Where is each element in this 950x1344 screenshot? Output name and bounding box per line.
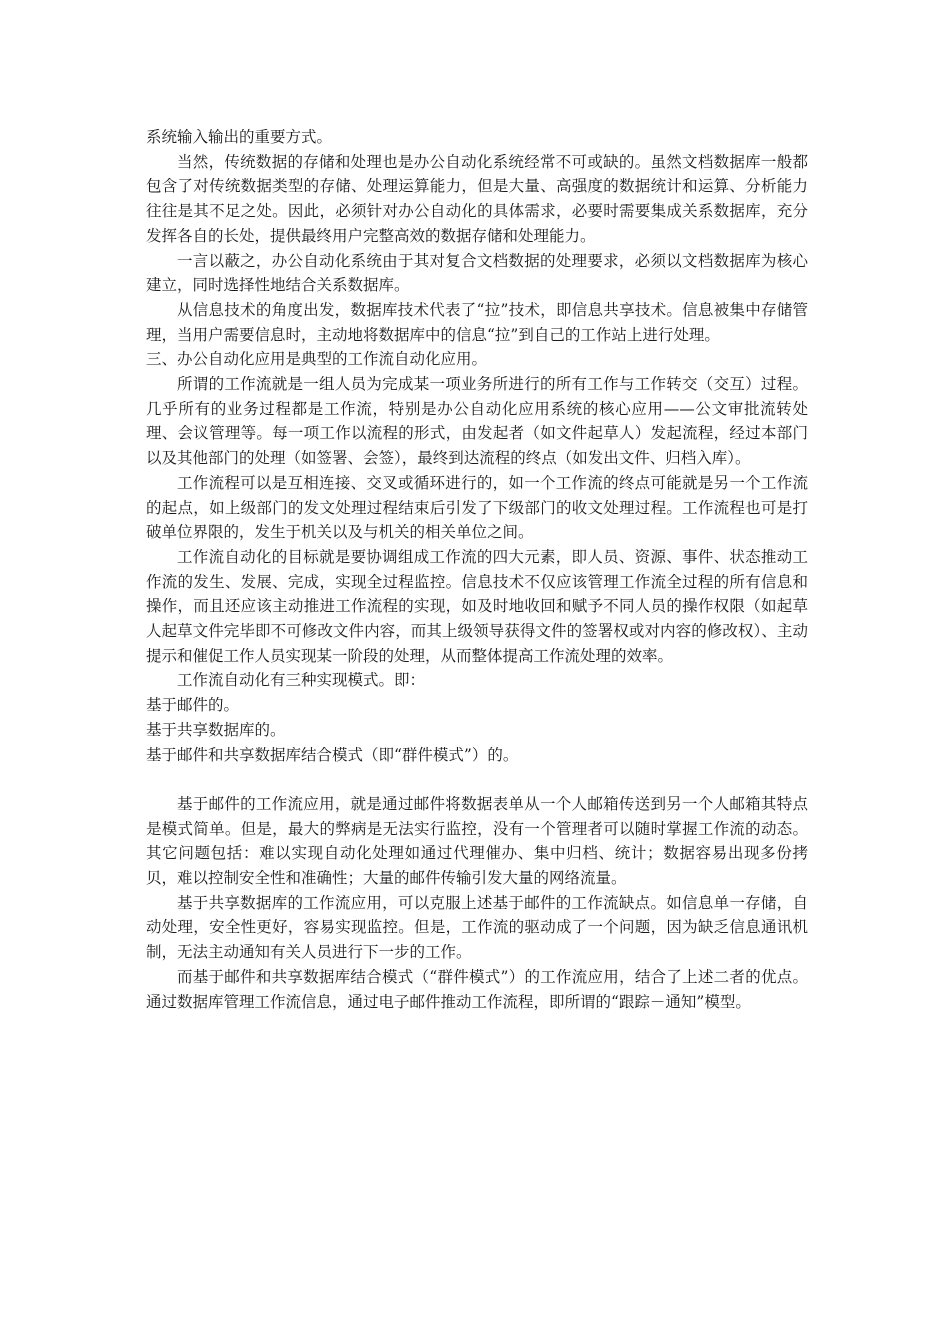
list-item-3: 基于邮件和共享数据库结合模式（即“群件模式”）的。 [146,745,519,764]
list-item-2: 基于共享数据库的。 [146,720,286,739]
document-body [146,125,808,1014]
paragraph-10: 基于共享数据库的工作流应用，可以克服上述基于邮件的工作流缺点。如信息单一存储，自动处理，安全性更好，容易实现监控。但是，工作流的驱动成了一个问题，因为缺乏信息通讯机制，无法主动通知有关人员进行下一步的工作。 [146,893,808,962]
paragraph-3: 一言以蔽之，办公自动化系统由于其对复合文档数据的处理要求，必须以文档数据库为核心建立，同时选择性地结合关系数据库。 [146,251,808,295]
section-heading-3: 三、办公自动化应用是典型的工作流自动化应用。 [146,350,488,369]
paragraph-6: 工作流程可以是互相连接、交叉或循环进行的，如一个工作流的终点可能就是另一个工作流的起点，如上级部门的发文处理过程结束后引发了下级部门的收文处理过程。工作流程也可是打破单位界限的，发生于机关以及与机关的相关单位之间。 [146,473,808,542]
paragraph-11: 而基于邮件和共享数据库结合模式（“群件模式”）的工作流应用，结合了上述二者的优点。通过数据库管理工作流信息，通过电子邮件推动工作流程，即所谓的“跟踪－通知”模型。 [146,967,808,1011]
list-item-1: 基于邮件的。 [146,696,240,715]
paragraph-9: 基于邮件的工作流应用，就是通过邮件将数据表单从一个人邮箱传送到另一个人邮箱其特点是模式简单。但是，最大的弊病是无法实行监控，没有一个管理者可以随时掌握工作流的动态。其它问题包括：难以实现自动化处理如通过代理催办、集中归档、统计；数据容易出现多份拷贝，难以控制安全性和准确性；大量的邮件传输引发大量的网络流量。 [146,794,808,888]
paragraph-4: 从信息技术的角度出发，数据库技术代表了“拉”技术，即信息共享技术。信息被集中存储管理，当用户需要信息时，主动地将数据库中的信息“拉”到自己的工作站上进行处理。 [146,300,808,344]
paragraph-8: 工作流自动化有三种实现模式。即： [177,671,426,690]
paragraph-7: 工作流自动化的目标就是要协调组成工作流的四大元素，即人员、资源、事件、状态推动工作流的发生、发展、完成，实现全过程监控。信息技术不仅应该管理工作流全过程的所有信息和操作，而且还应该主动推进工作流程的实现，如及时地收回和赋予不同人员的操作权限（如起草人起草文件完毕即不可修改文件内容，而其上级领导获得文件的签署权或对内容的修改权）、主动提示和催促工作人员实现某一阶段的处理，从而整体提高工作流处理的效率。 [146,547,808,665]
paragraph-5: 所谓的工作流就是一组人员为完成某一项业务所进行的所有工作与工作转交（交互）过程。几乎所有的业务过程都是工作流，特别是办公自动化应用系统的核心应用——公文审批流转处理、会议管理等。每一项工作以流程的形式，由发起者（如文件起草人）发起流程，经过本部门以及其他部门的处理（如签署、会签），最终到达流程的终点（如发出文件、归档入库）。 [146,375,808,468]
paragraph-2: 当然，传统数据的存储和处理也是办公自动化系统经常不可或缺的。虽然文档数据库一般都包含了对传统数据类型的存储、处理运算能力，但是大量、高强度的数据统计和运算、分析能力往往是其不足之处。因此，必须针对办公自动化的具体需求，必要时需要集成关系数据库，充分发挥各自的长处，提供最终用户完整高效的数据存储和处理能力。 [146,152,808,245]
paragraph-1: 系统输入输出的重要方式。 [146,128,333,146]
blank-line [146,767,808,792]
